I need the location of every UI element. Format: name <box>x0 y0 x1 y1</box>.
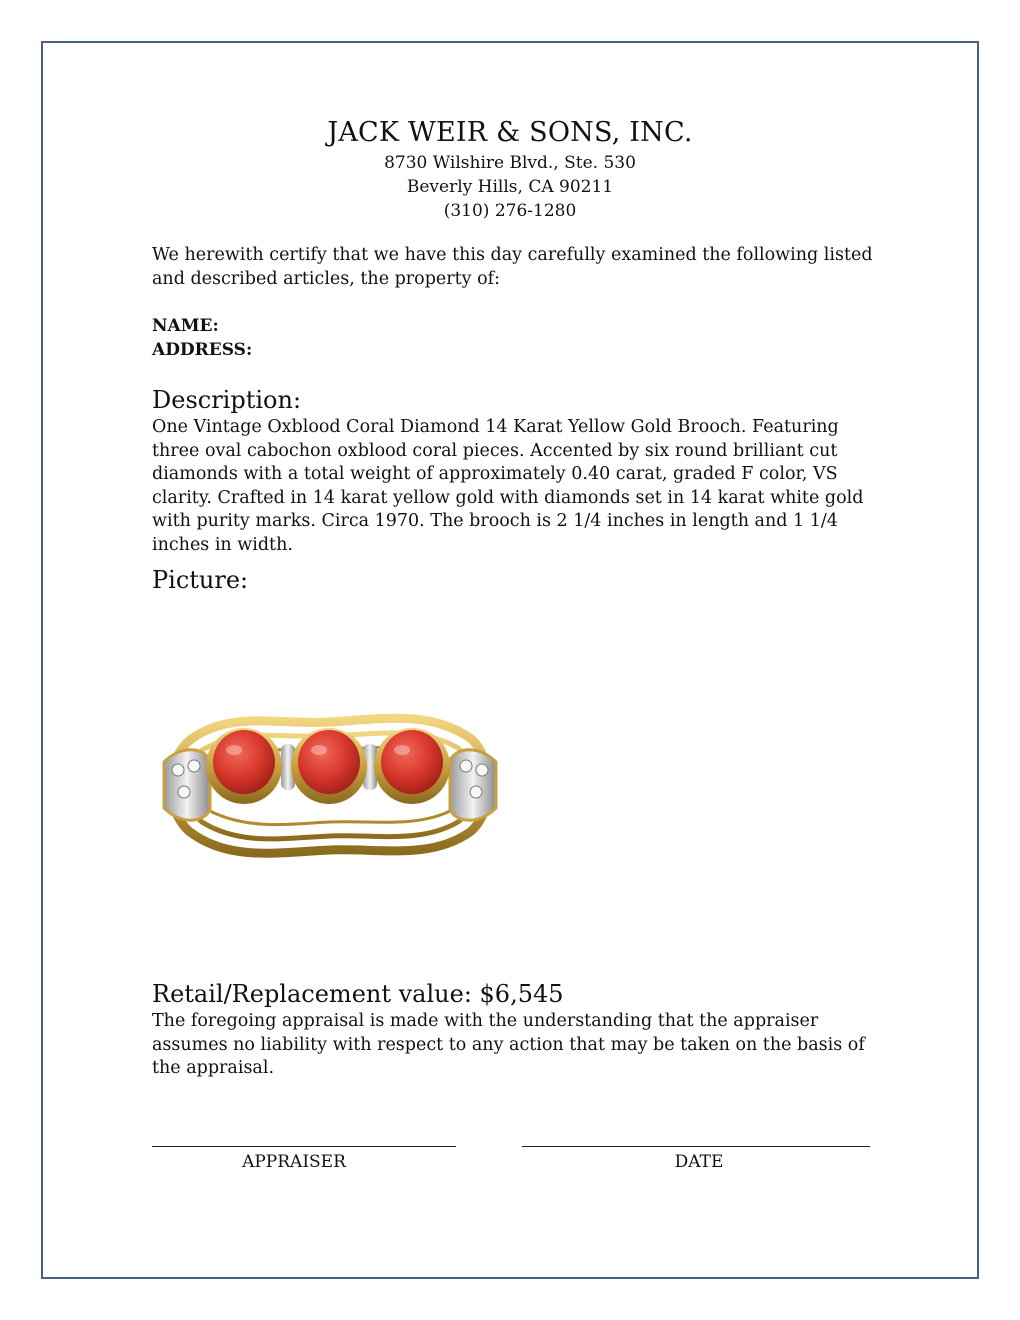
date-label: DATE <box>674 1152 724 1172</box>
right-diamond-cluster <box>450 750 496 821</box>
appraisal-disclaimer: The foregoing appraisal is made with the understanding that the appraiser assumes no liability with respect to any action that may be taken on the basis of the appraisal. <box>152 1011 865 1079</box>
appraiser-signature-line <box>152 1146 456 1147</box>
left-diamond-cluster <box>164 750 210 821</box>
description-text: One Vintage Oxblood Coral Diamond 14 Karat Yellow Gold Brooch. Featuring three oval cabochon oxblood coral pieces. Accented by six round brilliant cut diamonds with a total weight of approximately 0.40 carat, graded F color, VS clarity. Crafted in 14 karat yellow gold with diamonds set in 14 karat white gold with purity marks. Circa 1970. The brooch is 2 1/4 inches in length and 1 1/4 inches in width. <box>152 417 864 555</box>
retail-value: Retail/Replacement value: $6,545 <box>152 980 564 1008</box>
company-address-line1: 8730 Wilshire Blvd., Ste. 530 <box>384 153 636 173</box>
brooch-image <box>150 700 510 870</box>
document-frame <box>41 41 979 1279</box>
company-address-line2: Beverly Hills, CA 90211 <box>406 177 614 197</box>
certification-text: We herewith certify that we have this day carefully examined the following listed and described articles, the property of: <box>152 245 873 289</box>
company-phone: (310) 276-1280 <box>443 201 577 221</box>
name-label: NAME: <box>152 316 219 336</box>
appraiser-label: APPRAISER <box>242 1152 346 1172</box>
date-signature-line <box>522 1146 870 1147</box>
description-heading: Description: <box>152 386 302 414</box>
address-label: ADDRESS: <box>152 340 253 360</box>
picture-heading: Picture: <box>152 566 249 594</box>
company-name: JACK WEIR & SONS, INC. <box>327 117 693 148</box>
